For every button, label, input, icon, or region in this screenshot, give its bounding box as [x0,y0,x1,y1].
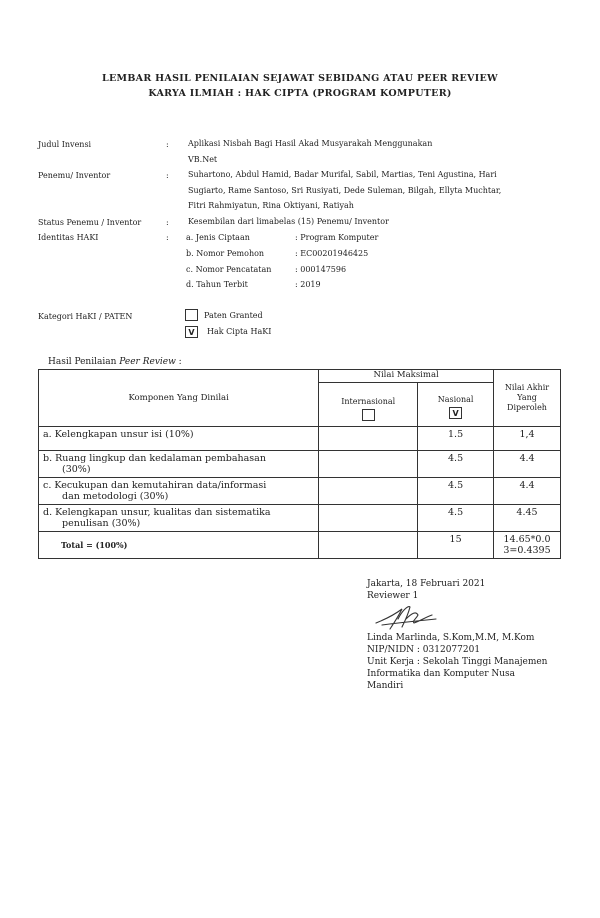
row-b-line-1: b. Ruang lingkup dan kedalaman pembahasan [43,453,266,464]
identitas-label: Identitas HAKI [38,233,99,242]
colon: : [166,171,169,180]
table-row [39,427,561,451]
row-c-nasional: 4.5 [418,478,494,505]
total-nasional: 15 [418,532,494,559]
row-a-line-1: a. Kelengkapan unsur isi (10%) [43,429,194,440]
unit-kerja-line-1: Unit Kerja : Sekolah Tinggi Manajemen [367,657,548,667]
nilai-akhir-header [494,370,561,427]
hasil-suffix: : [175,357,182,367]
colon: : [166,233,169,242]
row-d-internasional [319,505,418,532]
identitas-c-label: c. Nomor Pencatatan [186,265,272,274]
penemu-label: Penemu/ Inventor [38,171,111,180]
identitas-d-value: : 2019 [295,280,321,289]
table-row [39,505,561,532]
hak-cipta-checkbox[interactable]: V [185,326,198,338]
judul-invensi-line-2: VB.Net [188,154,218,164]
total-akhir [494,532,561,559]
row-a-komponen [39,427,319,451]
signature-image [372,601,440,631]
identitas-a-label: a. Jenis Ciptaan [186,233,250,242]
document-title-line-1: LEMBAR HASIL PENILAIAN SEJAWAT SEBIDANG ATAU PEER REVIEW [102,73,498,84]
total-internasional [319,532,418,559]
identitas-a-value: : Program Komputer [295,233,379,242]
place-date: Jakarta, 18 Februari 2021 [367,579,486,589]
row-d-line-2: penulisan (30%) [62,518,141,529]
row-d-komponen [39,505,319,532]
row-b-line-2: (30%) [62,464,91,475]
colon: : [166,218,169,227]
hasil-penilaian-heading [48,357,182,367]
reviewer-nip: NIP/NIDN : 0312077201 [367,645,481,655]
table-row-total [39,532,561,559]
hasil-prefix: Hasil Penilaian [48,357,120,367]
judul-invensi-line-1: Aplikasi Nisbah Bagi Hasil Akad Musyarakah Menggunakan [188,139,433,148]
nilai-akhir-line-1: Nilai Akhir [504,383,550,392]
row-d-line-1: d. Kelengkapan unsur, kualitas dan sistematika [43,507,271,518]
total-label: Total = (100%) [39,532,319,559]
nilai-akhir-line-3: Diperoleh [507,403,547,412]
penemu-line-3: Fitri Rahmiyatun, Rina Oktiyani, Ratiyah [188,201,354,210]
penemu-value [188,167,501,214]
internasional-checkbox[interactable] [362,409,375,421]
unit-kerja-line-2: Informatika dan Komputer Nusa [367,669,516,679]
row-b-komponen [39,451,319,478]
status-label: Status Penemu / Inventor [38,218,142,227]
row-a-internasional [319,427,418,451]
nasional-checkbox[interactable]: V [449,407,462,419]
komponen-header: Komponen Yang Dinilai [39,370,319,427]
score-table [38,369,561,559]
table-row [39,478,561,505]
row-a-nasional: 1.5 [418,427,494,451]
total-akhir-line-2: 3=0.4395 [503,545,551,556]
identitas-c-value: : 000147596 [295,265,347,274]
internasional-cell [319,383,418,427]
total-akhir-line-1: 14.65*0.0 [503,534,551,545]
nasional-label: Nasional [437,395,474,404]
penemu-line-2: Sugiarto, Rame Santoso, Sri Rusiyati, Dede Suleman, Bilgah, Ellyta Muchtar, [188,185,502,195]
row-c-line-2: dan metodologi (30%) [62,491,169,502]
identitas-b-label: b. Nomor Pemohon [186,249,265,258]
reviewer-label: Reviewer 1 [367,591,419,601]
judul-invensi-value [188,136,432,167]
row-c-internasional [319,478,418,505]
row-b-internasional [319,451,418,478]
row-c-line-1: c. Kecukupan dan kemutahiran data/informasi [43,480,267,491]
table-row [39,451,561,478]
penemu-line-1: Suhartono, Abdul Hamid, Badar Murifal, Sabil, Martias, Teni Agustina, Hari [188,170,497,179]
row-b-nasional: 4.5 [418,451,494,478]
identitas-d-label: d. Tahun Terbit [186,280,248,289]
row-d-nasional: 4.5 [418,505,494,532]
identitas-b-value: : EC00201946425 [295,249,369,258]
document-title-line-2: KARYA ILMIAH : HAK CIPTA (PROGRAM KOMPUTER) [148,88,452,99]
colon: : [166,140,169,149]
internasional-label: Internasional [341,397,396,406]
nilai-maksimal-header: Nilai Maksimal [319,370,494,383]
nilai-akhir-line-2: Yang [517,393,537,402]
row-b-akhir: 4.4 [494,451,561,478]
paten-granted-label: Paten Granted [204,311,263,320]
status-value: Kesembilan dari limabelas (15) Penemu/ Inventor [188,217,389,226]
hasil-italic: Peer Review [119,357,176,367]
row-c-akhir: 4.4 [494,478,561,505]
unit-kerja-line-3: Mandiri [367,681,404,691]
row-c-komponen [39,478,319,505]
hak-cipta-label: Hak Cipta HaKI [207,327,272,336]
reviewer-name: Linda Marlinda, S.Kom,M.M, M.Kom [367,633,535,643]
row-a-akhir: 1,4 [494,427,561,451]
judul-invensi-label: Judul Invensi [38,140,92,149]
paten-granted-checkbox[interactable] [185,309,198,321]
kategori-label: Kategori HaKI / PATEN [38,312,133,321]
row-d-akhir: 4.45 [494,505,561,532]
nasional-cell [418,383,494,427]
